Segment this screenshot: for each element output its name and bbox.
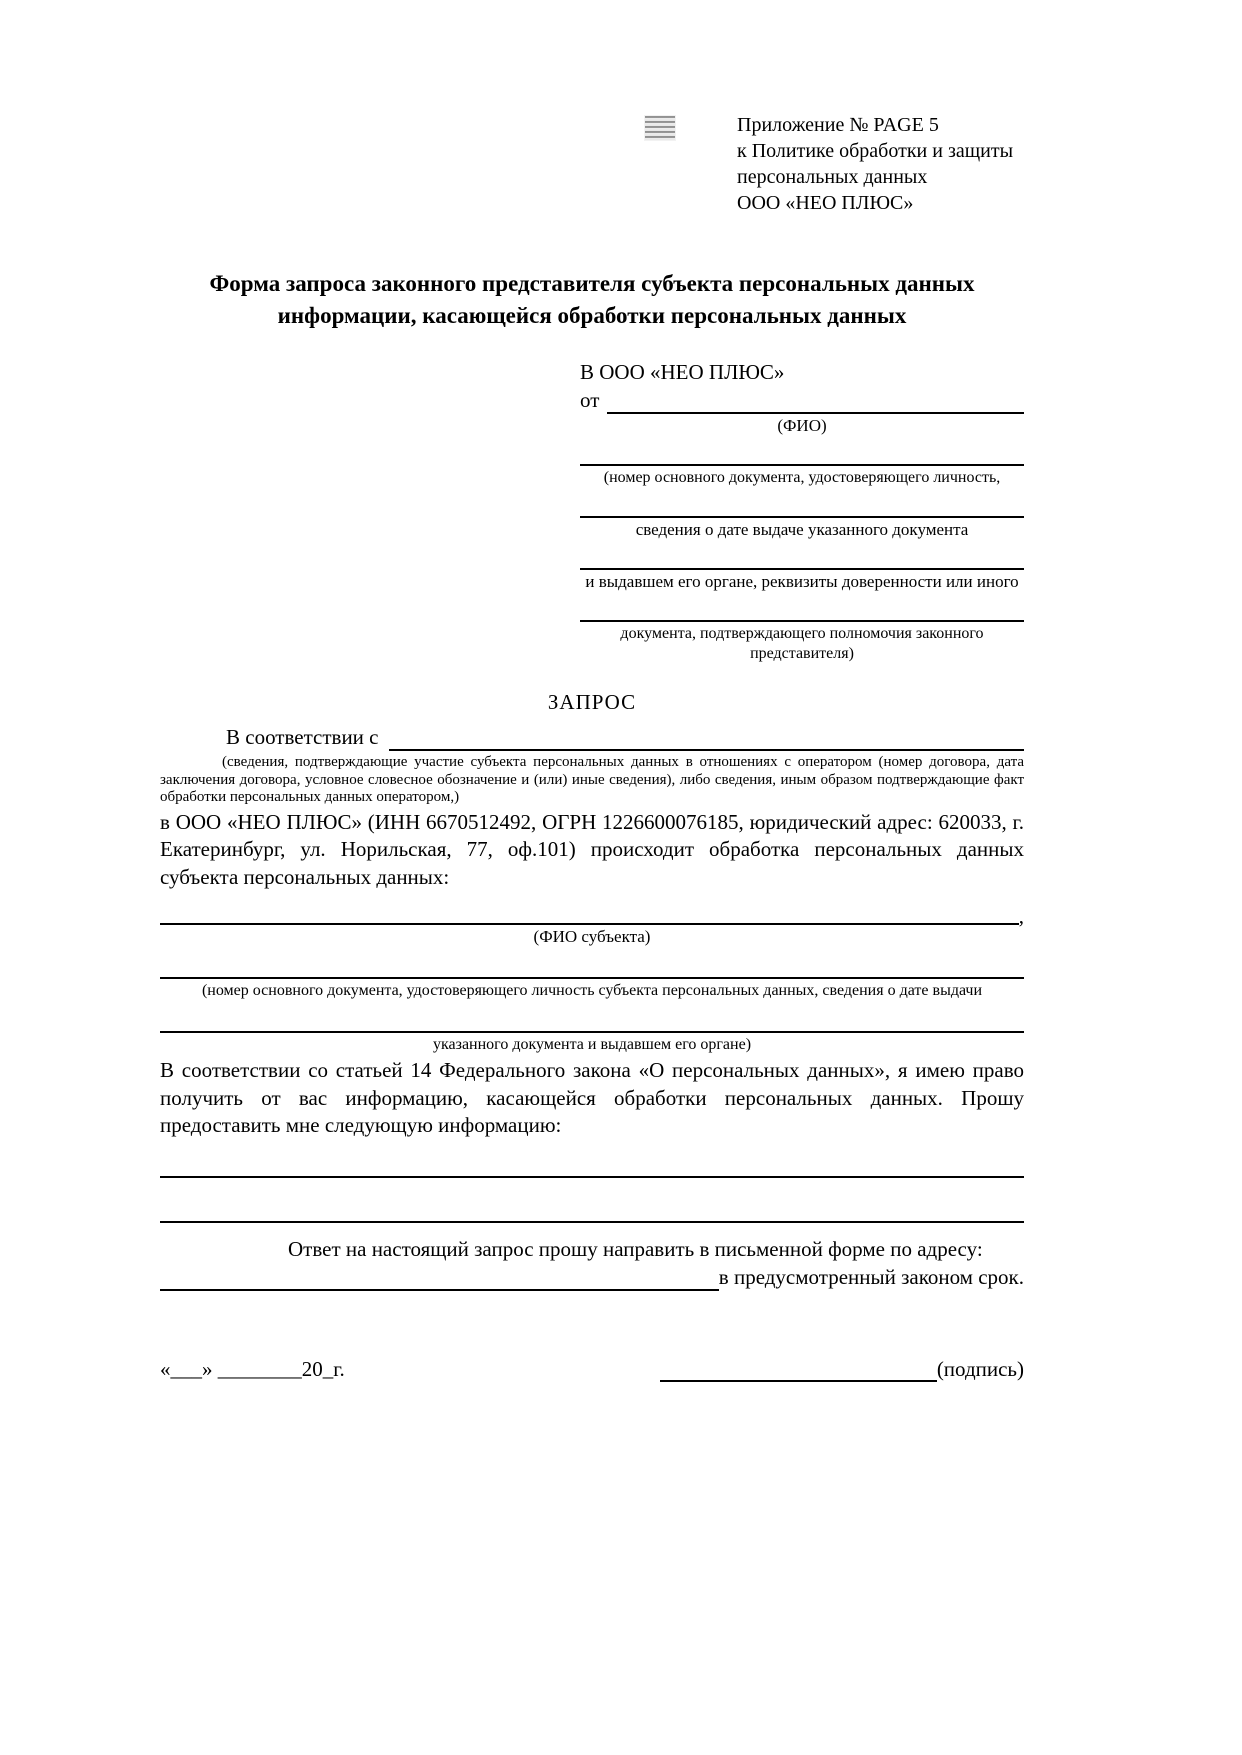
signature-field [660, 1357, 1024, 1382]
representative-doc-field-1 [580, 450, 1024, 488]
address-blank-line [160, 1289, 719, 1291]
operator-paragraph: в ООО «НЕО ПЛЮС» (ИНН 6670512492, ОГРН 1226600076185, юридический адрес: 620033, г. Екатеринбург, ул. Норильская, 77, оф.101) происходит обработка персональных данных субъекта персональных данных: [160, 809, 1024, 889]
answer-suffix: в предусмотренный законом срок. [718, 1264, 1024, 1289]
representative-doc-field-2 [580, 502, 1024, 540]
law-paragraph: В соответствии со статьей 14 Федерального закона «О персональных данных», я имею право получить от вас информацию, касающейся обработки персональных данных. Прошу предоставить мне следующую информацию: [160, 1058, 1024, 1137]
blank-line [580, 606, 1024, 622]
embedded-image-artifact [645, 116, 675, 140]
from-label: от [580, 388, 600, 412]
fio-caption: (ФИО) [777, 416, 827, 435]
blank-line [160, 1017, 1024, 1033]
field-caption: документа, подтверждающего полномочия законного представителя) [620, 625, 984, 662]
subject-fio-field [160, 904, 1024, 947]
appendix-line-2: к Политике обработки и защиты [737, 140, 1014, 162]
document-title-line-1: Форма запроса законного представителя субъекта персональных данных [209, 271, 975, 296]
document-title-line-2: информации, касающейся обработки персональных данных [277, 303, 907, 328]
appendix-line-4: ООО «НЕО ПЛЮС» [737, 192, 914, 214]
representative-doc-field-4 [580, 606, 1024, 664]
field-caption: и выдавшем его органе, реквизиты доверенности или иного [585, 572, 1019, 591]
document-title [160, 268, 1024, 332]
requested-info-blank-line-1 [160, 1176, 1024, 1178]
field-caption: (номер основного документа, удостоверяющего личность субъекта персональных данных, сведения о дате выдачи [201, 982, 983, 999]
subject-doc-field-2 [160, 1017, 1024, 1055]
basis-fine-print: (сведения, подтверждающие участие субъекта персональных данных в отношениях с оператором (номер договора, дата заключения договора, условное словесное обозначение и (или) иные сведения), либо сведения, иным образом подтверждающие факт обработки персональных данных оператором,) [160, 754, 1024, 805]
field-caption: (ФИО субъекта) [533, 927, 651, 946]
field-caption: (номер основного документа, удостоверяющего личность, [603, 469, 1001, 486]
blank-line [160, 963, 1024, 979]
from-blank-line [607, 412, 1024, 414]
answer-address-field [160, 1263, 1024, 1291]
date-field: «___» ________20_г. [160, 1356, 345, 1381]
appendix-line-3: персональных данных [737, 166, 928, 188]
addressee-block [580, 358, 1024, 664]
answer-paragraph: Ответ на настоящий запрос прошу направить в письменной форме по адресу: [288, 1236, 983, 1261]
trailing-comma: , [1018, 904, 1024, 928]
appendix-header [737, 112, 1013, 216]
requested-info-blank-line-2 [160, 1221, 1024, 1223]
subject-doc-field-1 [160, 963, 1024, 1001]
blank-line [580, 502, 1024, 518]
basis-label: В соответствии с [226, 725, 379, 749]
blank-line [160, 909, 1019, 925]
request-heading: ЗАПРОС [547, 690, 637, 714]
addressee-to: В ООО «НЕО ПЛЮС» [580, 360, 785, 384]
representative-doc-field-3 [580, 554, 1024, 592]
signature-blank-line [660, 1366, 937, 1382]
basis-field [160, 723, 1024, 751]
blank-line [580, 450, 1024, 466]
footer [160, 1357, 1024, 1382]
basis-blank-line [389, 749, 1025, 751]
blank-line [580, 554, 1024, 570]
field-caption: сведения о дате выдаче указанного документа [635, 520, 969, 539]
from-field [580, 386, 1024, 414]
appendix-line-1: Приложение № PAGE 5 [737, 114, 939, 136]
signature-caption: (подпись) [936, 1356, 1024, 1381]
field-caption: указанного документа и выдавшем его органе) [432, 1036, 752, 1053]
